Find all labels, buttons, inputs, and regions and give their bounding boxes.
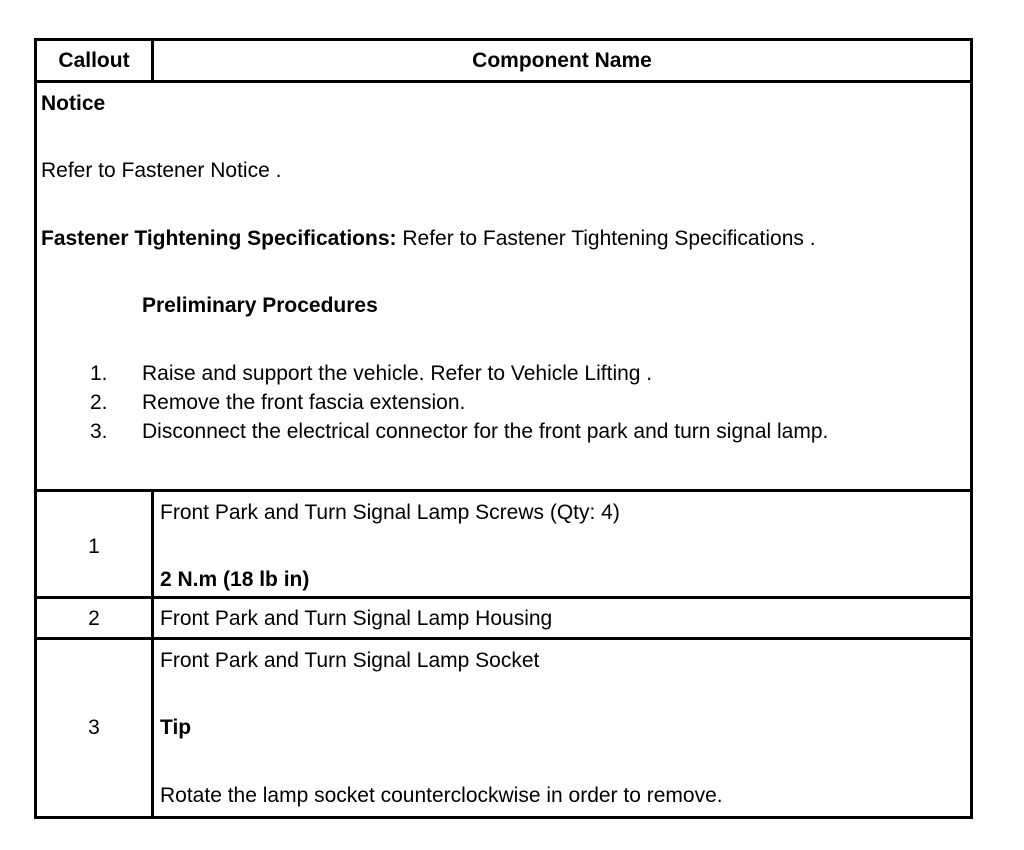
step-text: Disconnect the electrical connector for the front park and turn signal lamp. <box>142 420 829 443</box>
step-number: 1. <box>90 362 108 385</box>
row-3-name-cell <box>151 637 973 819</box>
row-2-callout: 2 <box>88 607 100 630</box>
intro-block <box>34 80 973 492</box>
header-component-cell <box>151 38 973 83</box>
row-1-callout: 1 <box>88 535 100 558</box>
row-1-torque-spec: 2 N.m (18 lb in) <box>160 568 310 591</box>
header-component-name: Component Name <box>472 49 652 72</box>
spec-line <box>41 227 816 251</box>
row-1-callout-cell <box>34 489 154 599</box>
components-table <box>34 38 973 819</box>
prelim-title: Preliminary Procedures <box>142 294 378 317</box>
notice-text: Refer to Fastener Notice . <box>41 159 282 182</box>
step-text: Remove the front fascia extension. <box>142 391 466 414</box>
row-1-name-cell <box>151 489 973 599</box>
row-3-tip-text: Rotate the lamp socket counterclockwise in order to remove. <box>160 784 723 807</box>
notice-title: Notice <box>41 92 106 115</box>
spec-text: Refer to Fastener Tightening Specifications . <box>396 227 816 250</box>
step-number: 2. <box>90 391 108 414</box>
row-3-component-name: Front Park and Turn Signal Lamp Socket <box>160 649 540 672</box>
step-number: 3. <box>90 420 108 443</box>
row-3-callout-cell <box>34 637 154 819</box>
row-1-component-name: Front Park and Turn Signal Lamp Screws (Qty: 4) <box>160 501 620 524</box>
row-2-component-name: Front Park and Turn Signal Lamp Housing <box>160 607 553 630</box>
row-3-callout: 3 <box>88 716 100 739</box>
header-callout-cell <box>34 38 154 83</box>
spec-label: Fastener Tightening Specifications: <box>41 227 397 250</box>
row-3-tip-title: Tip <box>160 716 192 739</box>
step-text: Raise and support the vehicle. Refer to Vehicle Lifting . <box>142 362 653 385</box>
row-2-callout-cell <box>34 596 154 640</box>
row-2-name-cell <box>151 596 973 640</box>
header-callout: Callout <box>58 49 130 72</box>
